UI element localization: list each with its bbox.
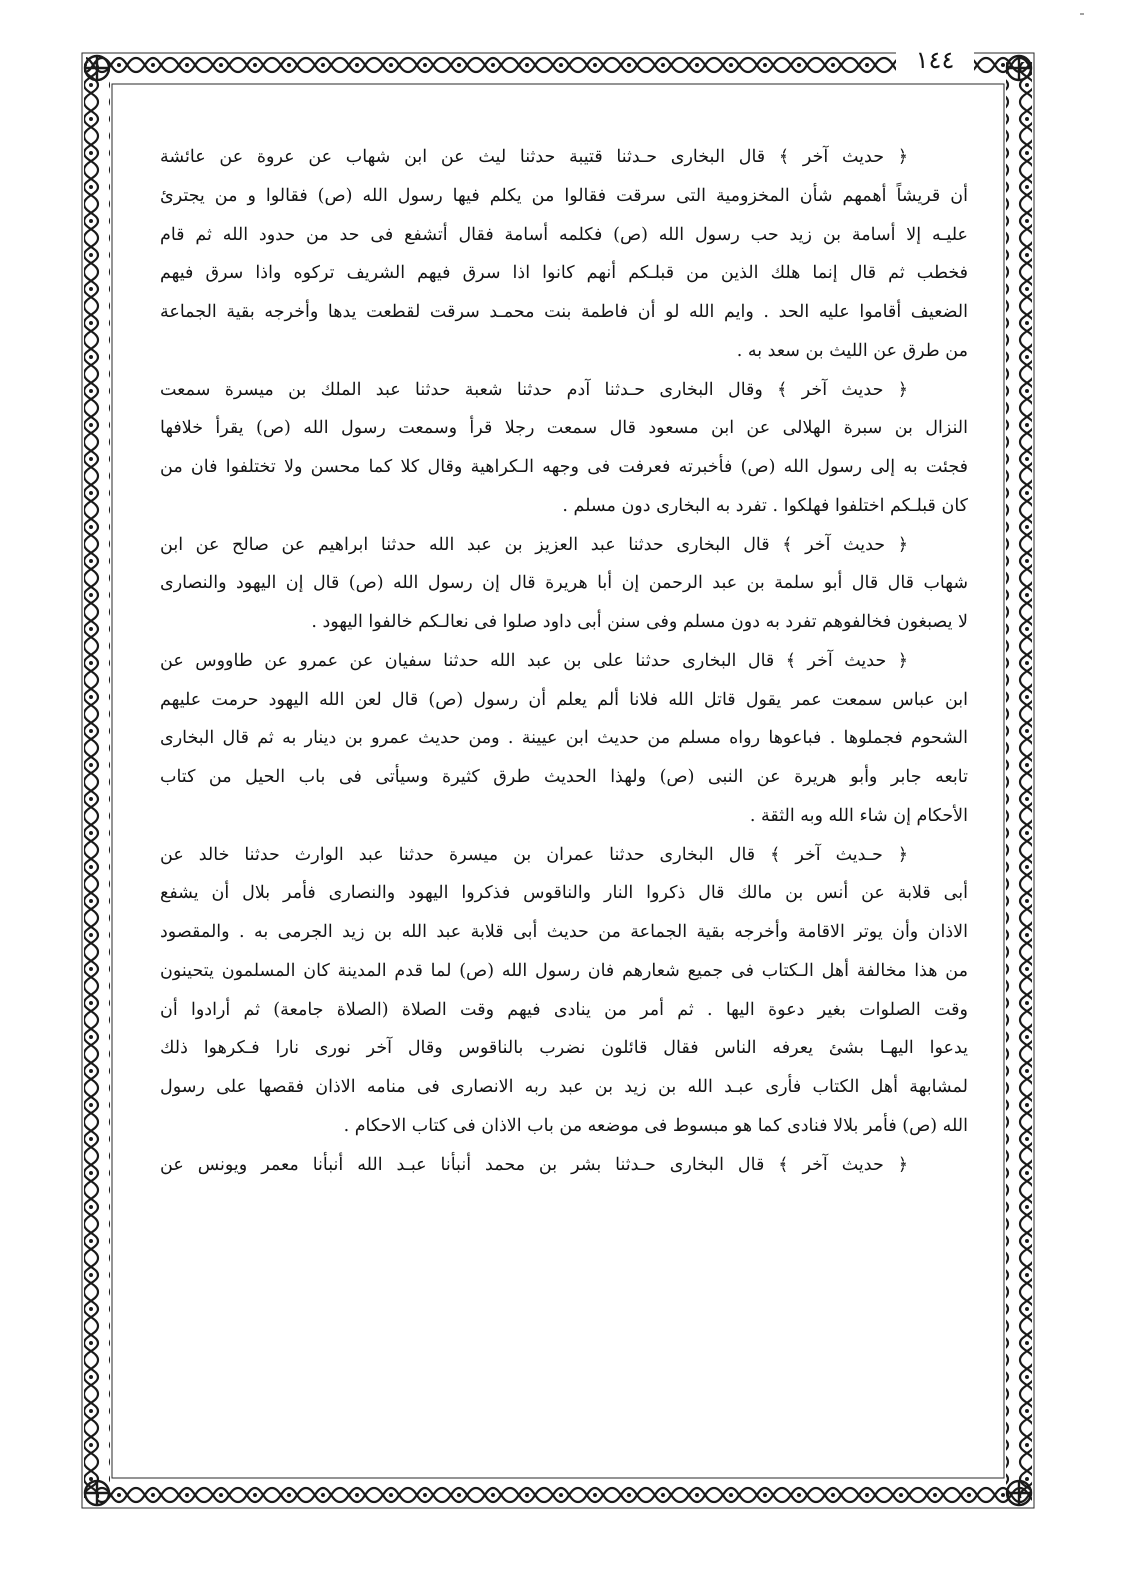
text-line: يدعوا اليهـا بشئ يعرفه الناس فقال قائلون نضرب بالناقوس وقال آخر نورى نارا فـكرهوا ذلك — [160, 1038, 968, 1059]
text-line: ﴿ حديث آخر ﴾ وقال البخارى حـدثنا آدم حدثنا شعبة حدثنا عبد الملك بن ميسرة سمعت — [160, 379, 908, 400]
text-line: فخطب ثم قال إنما هلك الذين من قبلـكم أنهم كانوا اذا سرق فيهم الشريف تركوه واذا سرق فيهم — [160, 263, 968, 284]
text-line: النزال بن سبرة الهلالى عن ابن مسعود قال سمعت رجلا قرأ وسمعت رسول الله (ص) يقرأ خلافها — [160, 418, 968, 439]
text-line: ابن عباس سمعت عمر يقول قاتل الله فلانا ألم يعلم أن رسول (ص) قال لعن الله اليهود حرمت عليهم — [160, 689, 968, 710]
main-text — [160, 138, 968, 1378]
text-line: فجئت به إلى رسول الله (ص) فأخبرته فعرفت فى وجهه الـكراهية وقال كلا كما محسن ولا تختلفوا فان من — [160, 457, 968, 477]
text-line: عليـه إلا أسامة بن زيد حب رسول الله (ص) فكلمه أسامة فقال أتشفع فى حد من حدود الله ثم قام — [160, 224, 968, 245]
text-line: الاذان وأن يوتر الاقامة وأخرجه بقية الجماعة من حديث أبى قلابة عبد الله بن زيد الجرمى به . والمقصود — [160, 922, 968, 942]
border-bottom — [98, 1480, 1032, 1506]
text-line: ﴿ حديث آخر ﴾ قال البخارى حـدثنا بشر بن محمد أنبأنا عبـد الله أنبأنا معمر ويونس عن — [160, 1154, 908, 1175]
text-line: ﴿ حـديث آخر ﴾ قال البخارى حدثنا عمران بن ميسرة حدثنا عبد الوارث حدثنا خالد عن — [160, 844, 908, 865]
border-left — [84, 62, 110, 1498]
text-line: الأحكام إن شاء الله وبه الثقة . — [749, 805, 968, 826]
text-line: من هذا مخالفة أهل الـكتاب فى جميع شعارهم فان رسول الله (ص) لما قدم المدينة كان المسلمون يتحينون — [160, 960, 968, 981]
border-right — [1006, 62, 1032, 1498]
text-line: أبى قلابة عن أنس بن مالك قال ذكروا النار والناقوس فذكروا اليهود والنصارى فأمر بلال أن يشفع — [160, 883, 968, 904]
page-number: ١٤٤ — [896, 42, 974, 78]
text-line: وقت الصلوات بغير دعوة اليها . ثم أمر من ينادى فيهم وقت الصلاة (الصلاة جامعة) ثم أرادوا أن — [160, 999, 968, 1020]
text-line: كان قبلـكم اختلفوا فهلكوا . تفرد به البخارى دون مسلم . — [562, 495, 968, 516]
text-line: أن قريشاً أهمهم شأن المخزومية التى سرقت فقالوا من يكلم فيها رسول الله (ص) فقالوا و من يجترئ — [160, 185, 968, 206]
text-line: الله (ص) فأمر بلالا فنادى كما هو مبسوط فى موضعه من باب الاذان فى كتاب الاحكام . — [343, 1115, 968, 1136]
text-line: ﴿ حديث آخر ﴾ قال البخارى حدثنا على بن عبد الله حدثنا سفيان عن عمرو عن طاووس عن — [160, 650, 908, 671]
text-line: لمشابهة أهل الكتاب فأرى عبـد الله بن زيد بن عبد ربه الانصارى فى منامه الاذان فقصها على رسول — [160, 1077, 968, 1097]
text-line: الشحوم فجملوها . فباعوها رواه مسلم من حديث ابن عيينة . ومن حديث عمرو بن دينار به ثم قال البخارى — [160, 728, 968, 749]
border-top — [86, 55, 1030, 81]
text-line: ﴿ حديث آخر ﴾ قال البخارى حدثنا عبد العزيز بن عبد الله حدثنا ابراهيم عن صالح عن ابن — [160, 534, 908, 555]
text-line: لا يصبغون فخالفوهم تفرد به دون مسلم وفى سنن أبى داود صلوا فى نعالـكم خالفوا اليهود . — [311, 612, 968, 632]
text-line: الضعيف أقاموا عليه الحد . وايم الله لو أن فاطمة بنت محمـد سرقت لقطعت يدها وأخرجه بقية الجماعة — [160, 302, 968, 322]
text-line: ﴿ حديث آخر ﴾ قال البخارى حـدثنا قتيبة حدثنا ليث عن ابن شهاب عن عروة عن عائشة — [160, 147, 908, 167]
text-line: شهاب قال قال أبو سلمة بن عبد الرحمن إن أبا هريرة قال إن رسول الله (ص) قال إن اليهود والنصارى — [160, 573, 968, 594]
text-line: تابعه جابر وأبو هريرة عن النبى (ص) ولهذا الحديث طرق كثيرة وسيأتى فى باب الحيل من كتاب — [160, 767, 968, 787]
text-line: من طرق عن الليث بن سعد به . — [736, 340, 968, 361]
